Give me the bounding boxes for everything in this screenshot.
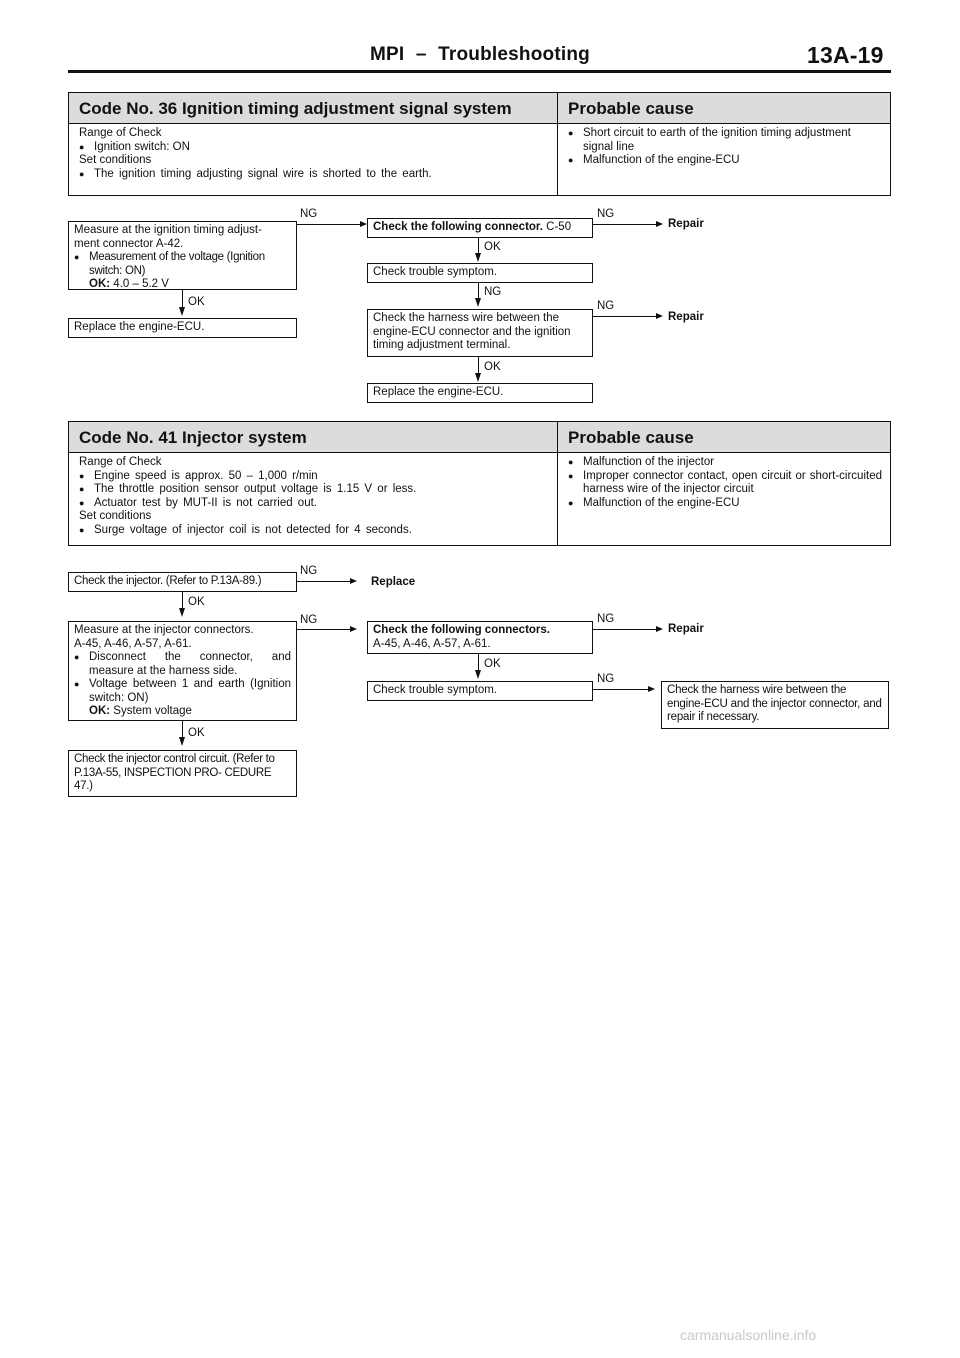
- ok-label: OK: [484, 241, 501, 253]
- connector-line: [478, 283, 479, 299]
- range-item: ● Engine speed is approx. 50 – 1,000 r/min: [79, 470, 549, 484]
- replace-ecu-box: Replace the engine-ECU.: [68, 318, 297, 338]
- ok-label: OK:: [89, 278, 111, 290]
- code41-conditions: [69, 453, 558, 546]
- header-subject: Troubleshooting: [438, 44, 590, 65]
- code36-causes: [558, 124, 891, 196]
- trouble-check-box: Check trouble symptom.: [367, 681, 593, 701]
- connector-line: [297, 629, 350, 630]
- connector-line: [297, 224, 360, 225]
- measure-line1: Measure at the injector connectors.: [74, 624, 254, 636]
- arrow-right: [656, 626, 663, 632]
- page-number: 13A-19: [807, 42, 884, 68]
- ok-label: OK: [188, 296, 205, 308]
- check-injector-box: Check the injector. (Refer to P.13A-89.): [68, 572, 297, 592]
- measure-line1: Measure at the ignition timing adjust-: [74, 224, 262, 236]
- harness-check-box: Check the harness wire between the engine-ECU and the injector connector, and repair if necessary.: [661, 681, 889, 729]
- connectors-check-box: [367, 621, 593, 654]
- cause-item: ● Improper connector contact, open circuit or short-circuited harness wire of the injector circuit: [568, 470, 882, 497]
- arrow-right: [656, 313, 663, 319]
- connector-check-box: [367, 218, 593, 238]
- arrow-down: [475, 253, 481, 262]
- connector-line: [593, 689, 648, 690]
- measure-bullet: ● Measurement of the voltage (Ignition switch: ON): [74, 251, 291, 278]
- connector-line: [478, 238, 479, 254]
- arrow-right: [656, 221, 663, 227]
- code36-title: Code No. 36 Ignition timing adjustment signal system: [69, 93, 558, 124]
- arrow-down: [475, 670, 481, 679]
- code41-causes: [558, 453, 891, 546]
- trouble-check-box: Check trouble symptom.: [367, 263, 593, 283]
- connector-line: [297, 581, 350, 582]
- ok-value: System voltage: [113, 705, 192, 717]
- arrow-down: [475, 373, 481, 382]
- measure-line2: A-45, A-46, A-57, A-61.: [74, 637, 192, 650]
- connector-line: [478, 357, 479, 374]
- code41-table: [68, 421, 891, 546]
- range-item: ● The throttle position sensor output voltage is 1.15 V or less.: [79, 483, 549, 497]
- harness-check-box: Check the harness wire between the engine-ECU connector and the ignition timing adjustment terminal.: [367, 309, 593, 357]
- ng-label: NG: [300, 565, 318, 577]
- ng-label: NG: [597, 613, 615, 625]
- ok-value: 4.0 – 5.2 V: [113, 278, 169, 290]
- ok-label: OK: [484, 361, 501, 373]
- connector-line: [182, 290, 183, 308]
- flow36-measure-box: [68, 221, 297, 290]
- measure-bullet: ● Voltage between 1 and earth (Ignition switch: ON): [74, 678, 291, 705]
- connector-code: C-50: [546, 221, 572, 233]
- range-label: Range of Check: [79, 456, 162, 468]
- header-rule: [68, 70, 891, 73]
- replace-ecu-box: Replace the engine-ECU.: [367, 383, 593, 403]
- repair-label: Repair: [668, 311, 704, 323]
- connector-check-label: Check the following connector.: [373, 221, 543, 233]
- measure-injector-box: [68, 621, 297, 721]
- arrow-right: [648, 686, 655, 692]
- connector-line: [182, 592, 183, 609]
- header-section: MPI: [370, 44, 405, 65]
- set-item: ● Surge voltage of injector coil is not detected for 4 seconds.: [79, 524, 549, 538]
- ng-label: NG: [597, 673, 615, 685]
- arrow-right: [350, 626, 357, 632]
- range-item: ● Actuator test by MUT-II is not carried out.: [79, 497, 549, 511]
- arrow-down: [475, 298, 481, 307]
- ok-label: OK: [188, 727, 205, 739]
- connectors-list: A-45, A-46, A-57, A-61.: [373, 637, 491, 650]
- control-circuit-box: Check the injector control circuit. (Refer to P.13A-55, INSPECTION PRO- CEDURE 47.): [68, 750, 297, 797]
- ng-label: NG: [597, 208, 615, 220]
- ng-label: NG: [484, 286, 502, 298]
- arrow-right: [350, 578, 357, 584]
- connector-line: [478, 654, 479, 671]
- connector-line: [182, 721, 183, 738]
- ng-label: NG: [597, 300, 615, 312]
- measure-ok: [74, 705, 291, 719]
- code36-table: [68, 92, 891, 196]
- ok-label: OK: [484, 658, 501, 670]
- ng-label: NG: [300, 208, 318, 220]
- replace-label: Replace: [371, 576, 416, 588]
- measure-line2: ment connector A-42.: [74, 237, 184, 250]
- arrow-right: [360, 221, 367, 227]
- repair-label: Repair: [668, 218, 704, 230]
- arrow-down: [179, 608, 185, 617]
- arrow-down: [179, 737, 185, 746]
- code36-conditions: [69, 124, 558, 196]
- measure-bullet: ● Disconnect the connector, and measure at the harness side.: [74, 651, 291, 678]
- cause-item: ● Malfunction of the injector: [568, 456, 882, 470]
- cause-item: ● Malfunction of the engine-ECU: [568, 154, 882, 168]
- ng-label: NG: [300, 614, 318, 626]
- set-label: Set conditions: [79, 510, 152, 522]
- repair-label: Repair: [668, 623, 704, 635]
- connector-line: [593, 224, 656, 225]
- ok-label: OK: [188, 596, 205, 608]
- arrow-down: [179, 307, 185, 316]
- range-label: Range of Check: [79, 127, 162, 139]
- connector-line: [593, 316, 656, 317]
- set-item: ● The ignition timing adjusting signal wire is shorted to the earth.: [79, 168, 549, 182]
- cause-item: ● Short circuit to earth of the ignition timing adjustment signal line: [568, 127, 882, 154]
- code41-cause-header: Probable cause: [558, 422, 891, 453]
- code41-title: Code No. 41 Injector system: [69, 422, 558, 453]
- connectors-check-label: Check the following connectors.: [373, 624, 550, 636]
- range-item: ● Ignition switch: ON: [79, 141, 549, 155]
- connector-line: [593, 629, 656, 630]
- watermark-text: carmanualsonline.info: [680, 1327, 817, 1343]
- cause-item: ● Malfunction of the engine-ECU: [568, 497, 882, 511]
- header-dash: –: [415, 44, 427, 65]
- set-label: Set conditions: [79, 154, 152, 166]
- header-title: [370, 44, 590, 66]
- code36-cause-header: Probable cause: [558, 93, 891, 124]
- ok-label: OK:: [89, 705, 111, 717]
